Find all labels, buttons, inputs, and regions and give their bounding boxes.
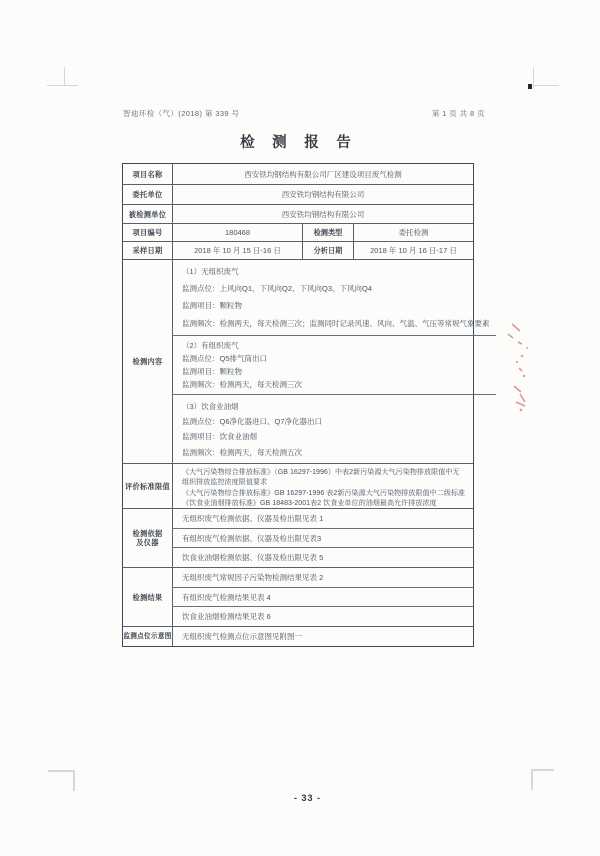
- content-line: （3）饮食业油烟: [182, 401, 239, 411]
- standard-line: 《大气污染物综合排放标准》GB 16297-1996 表2新污染源大气污染物排放限值中二级标准: [182, 488, 466, 497]
- tested-unit-label: 被检测单位: [123, 205, 173, 223]
- analysis-date-label: 分析日期: [302, 242, 354, 259]
- client-value: 西安铁均钢结构有限公司: [281, 190, 365, 199]
- red-seal-stamp: [478, 298, 534, 430]
- project-name-value: 西安铁均钢结构有限公司厂区建设项目废气检测: [244, 169, 402, 179]
- crop-mark-top-left-vertical: [64, 67, 65, 86]
- analysis-date-value: 2018 年 10 月 16 日-17 日: [370, 246, 457, 255]
- test-type-label: 检测类型: [302, 224, 354, 241]
- basis-label-line1: 检测依据: [132, 529, 163, 538]
- content-line: （2）有组织废气: [182, 340, 239, 350]
- content-line: 监测频次：检测两天，每天检测五次: [182, 447, 302, 457]
- table-row-standards: [123, 463, 473, 508]
- project-no-label: 项目编号: [123, 224, 173, 241]
- footer-page-number: - 33 -: [293, 793, 321, 803]
- page-header: [123, 107, 485, 120]
- tested-unit-value: 西安铁均钢结构有限公司: [281, 209, 365, 219]
- content-line: （1）无组织废气: [182, 267, 239, 277]
- basis-row: 饮食业油烟检测依据、仪器及检出限见表 5: [173, 547, 473, 567]
- content-line: 监测点位：Q6净化器进口、Q7净化器出口: [182, 416, 323, 426]
- table-row-project-name: [123, 164, 473, 184]
- diagram-label: 监测点位示意图: [123, 627, 173, 646]
- standards-value: [173, 464, 473, 508]
- table-row-dates: [123, 241, 473, 259]
- test-type-value: 委托检测: [398, 228, 429, 237]
- project-name-label: 项目名称: [123, 164, 173, 184]
- standard-line: 《大气污染物综合排放标准》（GB 16297-1996）中表2新污染源大气污染物排放限值中无组织排放监控浓度限值要求: [182, 468, 460, 487]
- content-section-cooking-fume: [173, 394, 496, 463]
- stamp-icon: [478, 298, 534, 430]
- content-line: 监测点位：Q5排气筒出口: [182, 353, 268, 363]
- scan-artifact-dot: [528, 84, 532, 89]
- standard-line: 《饮食业油烟排放标准》GB 18483-2001表2 饮食业单位的油烟最高允许排放浓度: [182, 498, 437, 507]
- crop-mark-bottom-left-horizontal: [48, 770, 75, 772]
- basis-label: [123, 509, 173, 567]
- crop-mark-bottom-right-vertical: [531, 769, 533, 790]
- content-line: 监测点位：上风向Q1、下风向Q2、下风向Q3、下风向Q4: [182, 284, 373, 294]
- result-row: 无组织废气常规因子污染物检测结果见表 2: [182, 572, 324, 582]
- content-section-organized-gas: [173, 335, 496, 395]
- crop-mark-bottom-left-vertical: [73, 770, 75, 791]
- crop-mark-top-left-horizontal: [47, 85, 78, 86]
- report-table: [122, 163, 490, 647]
- client-label: 委托单位: [123, 185, 173, 204]
- table-row-tested-unit: [123, 204, 473, 223]
- content-line: 监测频次：检测两天，每天检测三次: [182, 380, 302, 390]
- document-number: 智迪环检（气）(2018) 第 339 号: [123, 109, 240, 118]
- content-line: 监测频次：检测两天，每天检测三次；监测同时记录风速、风向、气温、气压等常规气象要素: [182, 318, 490, 328]
- content-line: 监测项目：颗粒物: [182, 367, 242, 377]
- table-row-content: [123, 259, 490, 463]
- diagram-value: 无组织废气检测点位示意图见附图一: [182, 632, 302, 641]
- basis-row: 无组织废气检测依据、仪器及检出限见表 1: [182, 513, 324, 523]
- results-label: 检测结果: [123, 568, 173, 626]
- content-line: 监测项目：颗粒物: [182, 301, 242, 311]
- page-count-info: 第 1 页 共 8 页: [431, 109, 485, 118]
- table-row-client: [123, 184, 473, 204]
- table-row-results: [123, 567, 473, 626]
- table-row-basis-instruments: [123, 508, 473, 567]
- standards-label: 评价标准限值: [123, 464, 173, 508]
- sampling-date-label: 采样日期: [123, 242, 173, 259]
- result-row: 有组织废气检测结果见表 4: [173, 587, 473, 607]
- crop-mark-bottom-right-horizontal: [531, 769, 554, 771]
- crop-mark-top-right-horizontal: [533, 85, 559, 86]
- table-row-diagram: [123, 626, 473, 646]
- report-title: 检 测 报 告: [240, 135, 358, 151]
- sampling-date-value: 2018 年 10 月 15 日-16 日: [194, 246, 281, 255]
- content-line: 监测项目：饮食业油烟: [182, 432, 257, 442]
- content-label: 检测内容: [123, 260, 173, 463]
- project-no-value: 180468: [224, 228, 251, 237]
- basis-row: 有组织废气检测依据、仪器及检出限见表3: [173, 528, 473, 548]
- table-row-project-no: [123, 223, 473, 241]
- basis-label-line2: 及仪器: [136, 538, 159, 547]
- result-row: 饮食业油烟检测结果见表 6: [173, 606, 473, 626]
- content-section-fugitive-gas: [173, 260, 496, 335]
